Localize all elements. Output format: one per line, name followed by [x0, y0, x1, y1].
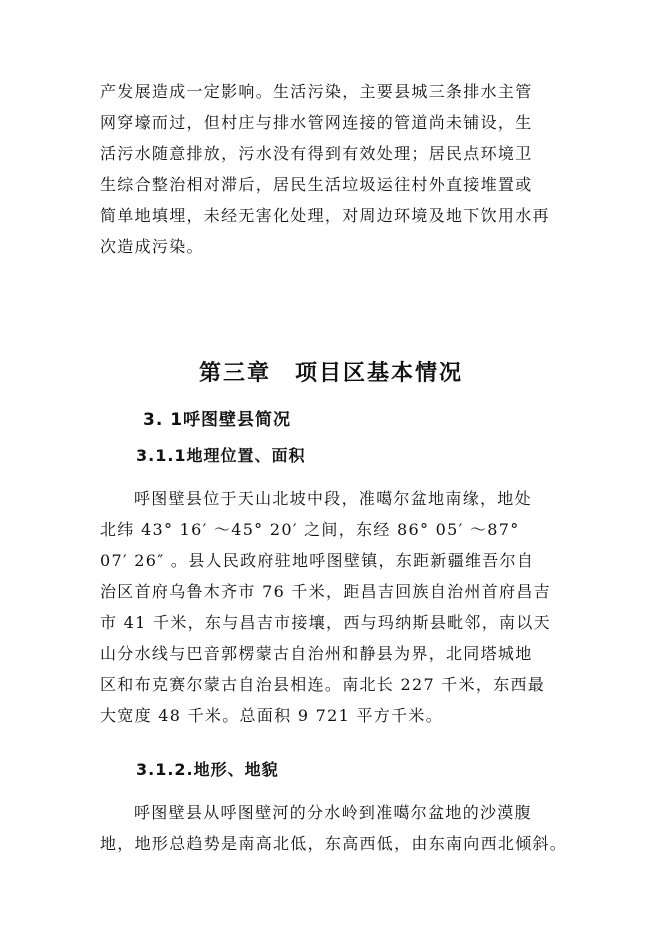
text-line: 北纬 43° 16′ ～45° 20′ 之间，东经 86° 05′ ～87°: [100, 520, 520, 539]
chapter-title: 第三章 项目区基本情况: [198, 361, 463, 386]
text-line: 市 41 千米，东与昌吉市接壤，西与玛纳斯县毗邻，南以天: [100, 613, 551, 632]
text-line: 活污水随意排放，污水没有得到有效处理；居民点环境卫: [100, 144, 533, 163]
intro-paragraph: [100, 76, 570, 262]
text-line: 07′ 26″ 。县人民政府驻地呼图壁镇，东距新疆维吾尔自: [100, 551, 535, 570]
text-line: 治区首府乌鲁木齐市 76 千米，距昌吉回族自治州首府昌吉: [100, 582, 551, 601]
text-line: 区和布克赛尔蒙古自治县相连。南北长 227 千米，东西最: [100, 675, 546, 694]
text-line: 网穿壕而过，但村庄与排水管网连接的管道尚未铺设，生: [100, 113, 533, 132]
text-line: 产发展造成一定影响。生活污染，主要县城三条排水主管: [100, 82, 533, 101]
subsection-title-location: 3.1.1地理位置、面积: [136, 446, 306, 465]
text-line: 山分水线与巴音郭楞蒙古自治州和静县为界，北同塔城地: [100, 644, 533, 663]
text-line: 呼图壁县从呼图壁河的分水岭到准噶尔盆地的沙漠腹: [134, 803, 532, 822]
subsection-title-terrain: 3.1.2.地形、地貌: [136, 760, 279, 779]
text-line: 生综合整治相对滞后，居民生活垃圾运往村外直接堆置或: [100, 175, 533, 194]
text-line: 简单地填埋，未经无害化处理，对周边环境及地下饮用水再: [100, 206, 550, 225]
text-line: 次造成污染。: [100, 237, 204, 256]
text-line: 呼图壁县位于天山北坡中段，准噶尔盆地南缘，地处: [134, 489, 532, 508]
section-title: 3. 1呼图壁县简况: [143, 410, 292, 430]
text-line: 大宽度 48 千米。总面积 9 721 平方千米。: [100, 706, 444, 725]
location-paragraph: [100, 483, 570, 731]
text-line: 地，地形总趋势是南高北低，东高西低，由东南向西北倾斜。: [100, 834, 568, 853]
terrain-paragraph: [100, 797, 570, 859]
